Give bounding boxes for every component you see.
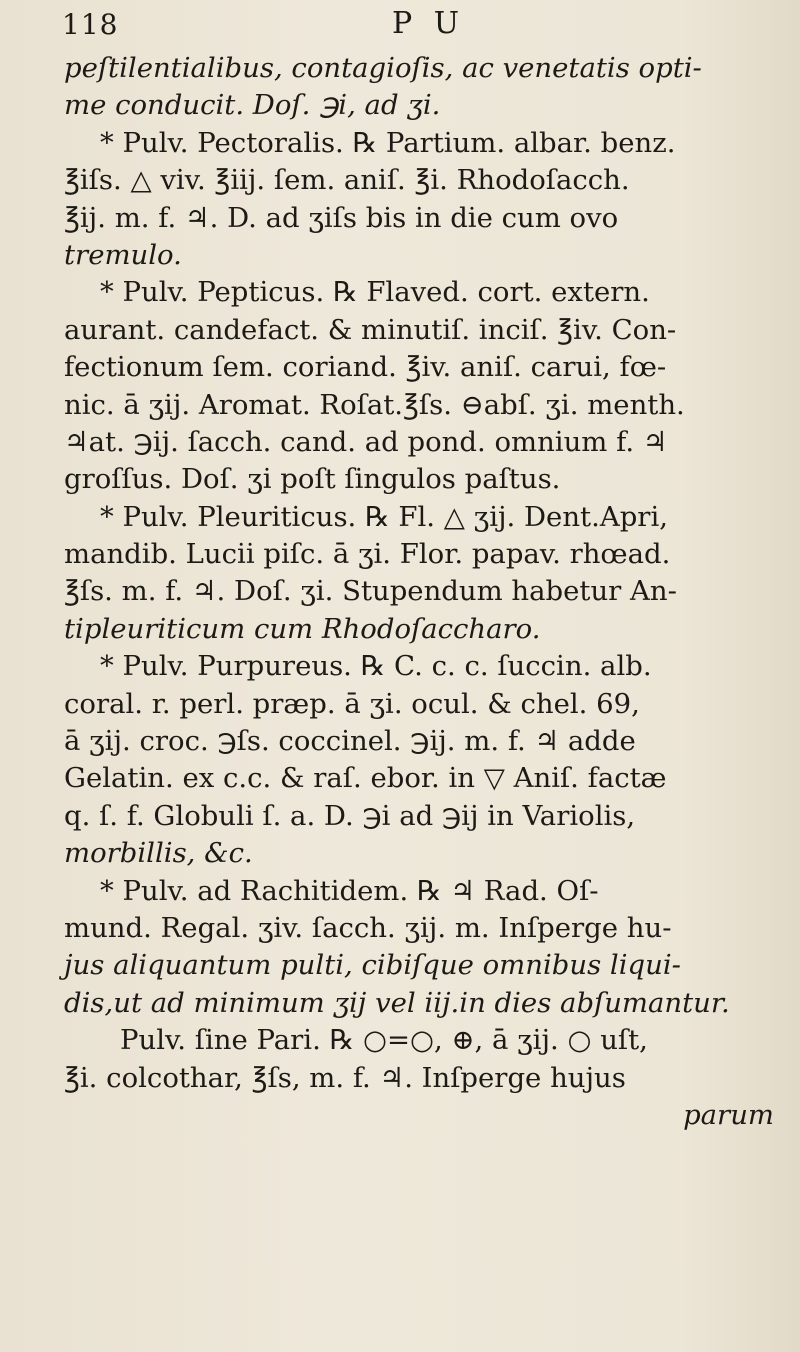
body-text [64, 50, 784, 1134]
text-line: tremulo. [64, 238, 182, 271]
text-line: nic. ā ʒij. Aromat. Roſat.℥ſs. ⊖abſ. ʒi. menth. [64, 388, 685, 421]
text-line: ♃at. ℈ij. ſacch. cand. ad pond. omnium f. ♃ [64, 425, 668, 458]
text-line: dis,ut ad minimum ʒij vel iij.in dies abſumantur. [64, 986, 730, 1019]
text-line: * Pulv. Purpureus. ℞ C. c. c. ſuccin. alb. [100, 650, 652, 683]
text-line: * Pulv. Pectoralis. ℞ Partium. albar. benz. [100, 126, 676, 159]
text-line: jus aliquantum pulti, cibiſque omnibus liqui- [64, 949, 681, 982]
text-line: tipleuriticum cum Rhodoſaccharo. [64, 612, 541, 645]
text-line: Gelatin. ex c.c. & raſ. ebor. in ▽ Aniſ. factæ [64, 762, 667, 795]
text-line: groſſus. Doſ. ʒi poſt ſingulos paſtus. [64, 463, 561, 496]
text-line: fectionum ſem. coriand. ℥iv. aniſ. carui, fœ- [64, 351, 667, 384]
text-line: ℥ij. m. f. ♃. D. ad ʒiſs bis in die cum ovo [64, 201, 619, 234]
text-line: coral. r. perl. præp. ā ʒi. ocul. & chel. 69, [64, 687, 640, 720]
text-line: * Pulv. Pleuriticus. ℞ Fl. △ ʒij. Dent.Apri, [100, 500, 668, 533]
text-line: peſtilentialibus, contagioſis, ac venetatis opti- [64, 52, 702, 84]
text-line: * Pulv. Pepticus. ℞ Flaved. cort. extern. [100, 276, 650, 309]
text-line: Pulv. ſine Pari. ℞ ○=○, ⊕, ā ʒij. ○ uſt, [120, 1024, 648, 1057]
text-line: me conducit. Doſ. ℈i, ad ʒi. [64, 89, 441, 122]
text-line: ℥i. colcothar, ℥ſs, m. f. ♃. Inſperge hujus [64, 1061, 626, 1094]
page-number: 118 [62, 8, 119, 41]
text-line: ℥iſs. △ viv. ℥iij. ſem. aniſ. ℥i. Rhodoſacch. [64, 164, 630, 197]
text-line: ā ʒij. croc. ℈ſs. coccinel. ℈ij. m. f. ♃ adde [64, 725, 636, 758]
text-line: mund. Regal. ʒiv. ſacch. ʒij. m. Inſperge hu- [64, 911, 672, 944]
text-line: * Pulv. ad Rachitidem. ℞ ♃ Rad. Oſ- [100, 874, 599, 907]
text-line: q. ſ. f. Globuli ſ. a. D. ℈i ad ℈ij in Variolis, [64, 799, 636, 832]
catchword: parum [683, 1098, 774, 1131]
page-header [62, 6, 780, 48]
text-line: ℥ſs. m. f. ♃. Doſ. ʒi. Stupendum habetur An- [64, 575, 677, 608]
text-line: morbillis, &c. [64, 837, 253, 870]
text-line: mandib. Lucii piſc. ā ʒi. Flor. papav. rhœad. [64, 538, 671, 571]
text-line: aurant. candefact. & minutiſ. inciſ. ℥iv. Con- [64, 313, 677, 346]
running-head: P U [392, 6, 466, 41]
